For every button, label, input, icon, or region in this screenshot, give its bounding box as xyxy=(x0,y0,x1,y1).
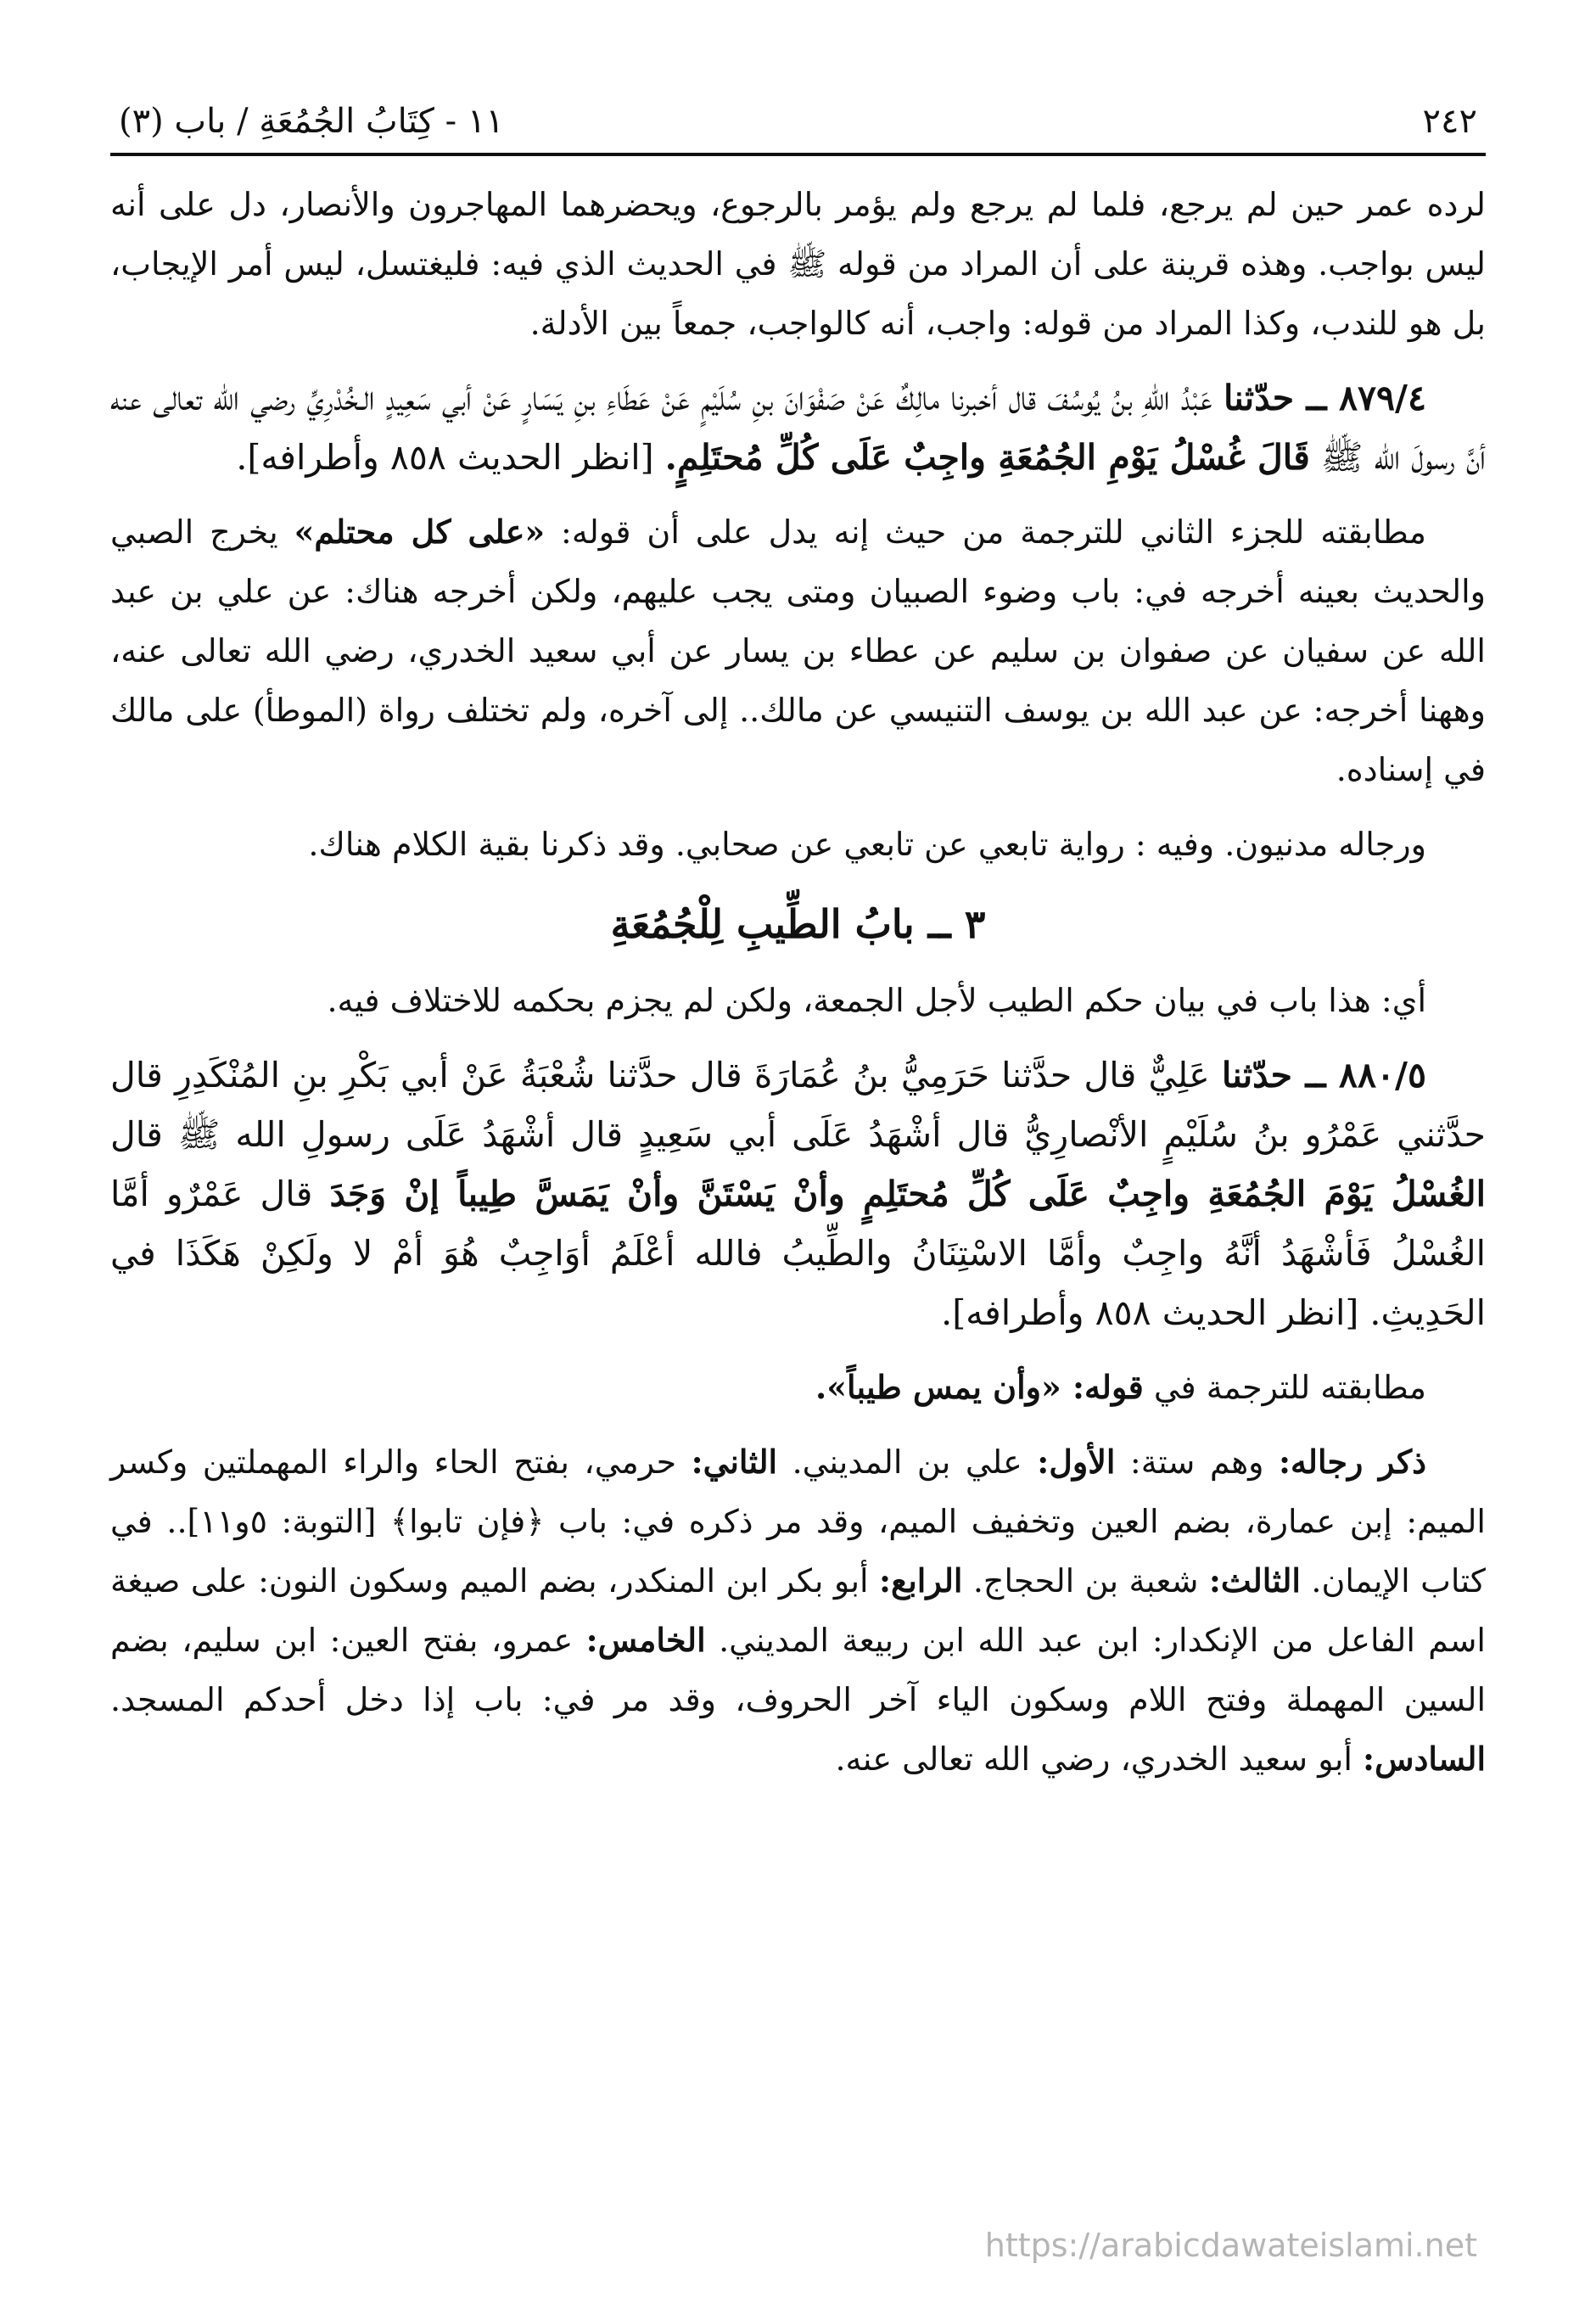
commentary-paragraph xyxy=(110,1358,1486,1417)
chapter-reference: ١١ - كِتَابُ الجُمُعَةِ / باب (٣) xyxy=(119,102,504,141)
hadith-paragraph xyxy=(110,368,1486,487)
narrator-label: الخامس: xyxy=(585,1621,706,1659)
commentary-paragraph: أي: هذا باب في بيان حكم الطيب لأجل الجمعة، ولكن لم يجزم بحكمه للاختلاف فيه. xyxy=(327,982,1426,1019)
hadith-paragraph xyxy=(110,1045,1486,1342)
hadith-haddathana: حدّثنا xyxy=(1221,1055,1293,1095)
commentary-text: مطابقته للجزء الثاني للترجمة من حيث إنه يدل على أن قوله: xyxy=(545,513,1426,551)
narrators-text: حرمي، بفتح الحاء والراء المهملتين وكسر الميم: إبن عمارة، بضم العين وتخفيف الميم، وقد مر ذكره في: باب ﴿فإن تابوا﴾ [التوبة: ٥و١١].. في كتاب الإيمان. xyxy=(110,1443,1487,1600)
commentary-880-match xyxy=(110,1358,1486,1417)
commentary-paragraph: لرده عمر حين لم يرجع، فلما لم يرجع ولم يؤمر بالرجوع، ويحضرهما المهاجرون والأنصار، دل على أنه ليس بواجب. وهذه قرينة على أن المراد من قوله ﷺ في الحديث الذي فيه: فليغتسل، ليس أمر الإيجاب، بل هو للندب، وكذا المراد من قوله: واجب، أنه كالواجب، جمعاً بين الأدلة. xyxy=(110,186,1486,342)
hadith-dash: ــ xyxy=(1292,1055,1339,1095)
commentary-quote: «على كل محتلم» xyxy=(294,513,546,551)
hadith-matn: الغُسْلُ يَوْمَ الجُمُعَةِ واجِبٌ عَلَى كُلِّ مُحتَلِمٍ وأنْ يَسْتَنَّ وأنْ يَمَسَّ طِيباً إنْ وَجَدَ xyxy=(329,1174,1486,1214)
narrators-text: أبو بكر ابن المنكدر، بضم الميم وسكون النون: على صيغة اسم الفاعل من الإنكدار: ابن عبد الله ابن ربيعة المديني. xyxy=(110,1562,1486,1659)
page-number: ٢٤٢ xyxy=(1422,102,1477,141)
hadith-dash: ــ xyxy=(1294,378,1339,418)
commentary-879-b xyxy=(110,815,1486,874)
hadith-reference: [انظر الحديث ٨٥٨ وأطرافه]. xyxy=(236,437,665,478)
narrators-text: وهم ستة: xyxy=(1115,1443,1279,1481)
header-rule xyxy=(110,153,1486,156)
narrators-text: عمرو، بفتح العين: ابن سليم، بضم السين المهملة وفتح اللام وسكون الياء آخر الحروف، وقد مر في: باب إذا دخل أحدكم المسجد. xyxy=(110,1622,1486,1718)
hadith-number: ٨٨٠/٥ xyxy=(1338,1055,1426,1095)
hadith-879 xyxy=(110,368,1486,487)
narrators-section xyxy=(110,1432,1486,1789)
narrators-text: علي بن المديني. xyxy=(777,1443,1038,1481)
narrator-label: الثاني: xyxy=(691,1443,778,1481)
narrator-label: الرابع: xyxy=(878,1561,963,1600)
commentary-paragraph: ورجاله مدنيون. وفيه : رواية تابعي عن تابعي عن صحابي. وقد ذكرنا بقية الكلام هناك. xyxy=(308,826,1426,863)
hadith-text: عَبْدُ اللهِ بنُ يُوسُفَ قال أخبرنا مالِكٌ عَنْ صَفْوَانَ بنِ سُلَيْمٍ عَنْ عَطَاءِ بنِ يَسَارٍ عَنْ أبي سَعِيدٍ الـخُدْرِيِّ رضي الله تعالى عنه أنَّ رسولَ الله ﷺ xyxy=(110,378,1486,478)
narrator-label: الأول: xyxy=(1037,1443,1116,1481)
hadith-number: ٨٧٩/٤ xyxy=(1338,378,1426,418)
narrator-label: الثالث: xyxy=(1208,1561,1301,1600)
commentary-top xyxy=(110,175,1486,353)
commentary-text: مطابقته للترجمة في xyxy=(1143,1369,1426,1406)
commentary-text: يخرج الصبي والحديث بعينه أخرجه في: باب وضوء الصبيان ومتى يجب عليهم، ولكن أخرجه هناك: عن علي بن عبد الله عن سفيان عن صفوان بن سليم عن عطاء بن يسار عن أبي سعيد الخدري، رضي الله تعالى عنه، وههنا أخرجه: عن عبد الله بن يوسف التنيسي عن مالك.. إلى آخره، ولم تختلف رواة (الموطأ) على مالك في إسناده. xyxy=(110,513,1486,788)
hadith-haddathana: حدّثنا xyxy=(1223,378,1295,418)
commentary-paragraph xyxy=(110,502,1486,799)
chapter-title: ٣ ــ بابُ الطِّيبِ لِلْجُمُعَةِ xyxy=(610,901,986,947)
hadith-reference: [انظر الحديث ٨٥٨ وأطرافه]. xyxy=(941,1292,1370,1333)
narrators-heading: ذكر رجاله: xyxy=(1279,1443,1426,1481)
page-header xyxy=(110,102,1486,149)
commentary-879-a xyxy=(110,502,1486,799)
hadith-text: عَلِيٌّ قال حدَّثنا حَرَمِيُّ بنُ عُمَارَةَ قال حدَّثنا شُعْبَةُ عَنْ أبي بَكْرِ بنِ المُنْكَدِرِ قال حدَّثني عَمْرُو بنُ سُلَيْمٍ الأنْصارِيُّ قال أشْهَدُ عَلَى أبي سَعِيدٍ قال أشْهَدُ عَلَى رسولِ الله ﷺ قال xyxy=(110,1055,1486,1155)
narrators-text: شعبة بن الحجاج. xyxy=(962,1562,1209,1600)
chapter-explanation xyxy=(110,971,1486,1030)
commentary-quote: قوله: «وأن يمس طيباً». xyxy=(815,1368,1144,1406)
narrators-paragraph xyxy=(110,1432,1486,1789)
watermark-url: https://arabicdawateislami.net xyxy=(984,2227,1477,2264)
hadith-text: قال عَمْرٌو أمَّا الغُسْلُ فَأشْهَدُ أنَّهُ واجِبٌ وأمَّا الاسْتِنَانُ والطِّيبُ فالله أعْلَمُ أوَاجِبٌ هُوَ أمْ لا ولَكِنْ هَكَذَا في الحَدِيثِ. xyxy=(110,1174,1486,1333)
narrators-text: أبو سعيد الخدري، رضي الله تعالى عنه. xyxy=(835,1740,1364,1778)
narrator-label: السادس: xyxy=(1363,1740,1486,1778)
hadith-880 xyxy=(110,1045,1486,1342)
hadith-matn: قَالَ غُسْلُ يَوْمِ الجُمُعَةِ واجِبٌ عَلَى كُلِّ مُحتَلِمٍ. xyxy=(664,437,1310,478)
